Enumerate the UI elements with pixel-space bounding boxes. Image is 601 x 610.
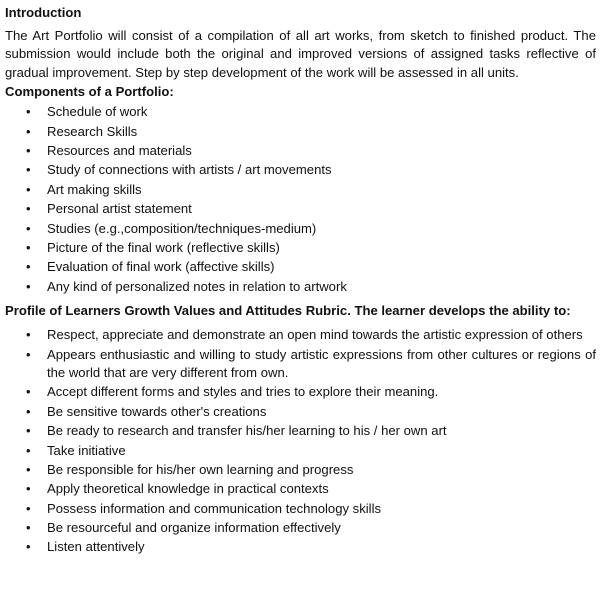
list-item-text: Any kind of personalized notes in relation to artwork — [47, 278, 347, 294]
introduction-paragraph: The Art Portfolio will consist of a compilation of all art works, from sketch to finished product. The submission would include both the original and improved versions of assigned tasks reflective of gradual improvement. Step by step development of the work will be assessed in all units. — [5, 28, 596, 80]
list-item-text: Schedule of work — [47, 104, 148, 120]
bullet-icon: • — [26, 181, 31, 197]
bullet-icon: • — [26, 278, 31, 294]
list-item-text: Possess information and communication technology skills — [47, 500, 382, 516]
list-item-text: Accept different forms and styles and tries to explore their meaning. — [47, 384, 439, 400]
bullet-icon: • — [26, 461, 31, 477]
list-item-text: Picture of the final work (reflective skills) — [47, 240, 280, 256]
list-item — [5, 442, 596, 460]
list-item — [5, 277, 596, 296]
bullet-icon: • — [26, 201, 31, 217]
bullet-icon: • — [26, 346, 31, 362]
list-item-text: Be resourceful and organize information effectively — [47, 520, 341, 536]
list-item — [5, 122, 596, 141]
list-item-text: Apply theoretical knowledge in practical contexts — [47, 481, 329, 497]
list-item-text: Studies (e.g.,composition/techniques-medium) — [47, 220, 317, 236]
list-item — [5, 403, 596, 421]
bullet-icon: • — [26, 104, 31, 120]
list-item — [5, 461, 596, 479]
bullet-icon: • — [26, 259, 31, 275]
list-item — [5, 326, 596, 344]
list-item-text: Be ready to research and transfer his/her learning to his / her own art — [47, 423, 447, 439]
list-item-text: Research Skills — [47, 123, 138, 139]
bullet-icon: • — [26, 520, 31, 536]
list-item-text: Be responsible for his/her own learning and progress — [47, 461, 354, 477]
list-item — [5, 160, 596, 179]
list-item — [5, 519, 596, 537]
bullet-icon: • — [26, 220, 31, 236]
list-item — [5, 346, 596, 383]
introduction-heading: Introduction — [5, 5, 82, 20]
list-item — [5, 500, 596, 518]
components-list — [5, 102, 596, 296]
bullet-icon: • — [26, 442, 31, 458]
list-item — [5, 383, 596, 401]
list-item-text: Study of connections with artists / art movements — [47, 162, 332, 178]
list-item — [5, 219, 596, 238]
list-item-text: Take initiative — [47, 442, 126, 458]
list-item — [5, 538, 596, 556]
list-item-text: Listen attentively — [47, 539, 145, 555]
bullet-icon: • — [26, 384, 31, 400]
bullet-icon: • — [26, 500, 31, 516]
components-heading: Components of a Portfolio: — [5, 84, 174, 100]
bullet-icon: • — [26, 240, 31, 256]
list-item — [5, 480, 596, 498]
profile-list — [5, 326, 596, 557]
bullet-icon: • — [26, 123, 31, 139]
list-item — [5, 180, 596, 199]
bullet-icon: • — [26, 539, 31, 555]
list-item — [5, 422, 596, 440]
list-item-text: Evaluation of final work (affective skills) — [47, 259, 275, 275]
bullet-icon: • — [26, 481, 31, 497]
list-item-text: Respect, appreciate and demonstrate an open mind towards the artistic expression of others — [47, 327, 583, 343]
list-item — [5, 141, 596, 160]
bullet-icon: • — [26, 423, 31, 439]
list-item — [5, 257, 596, 276]
bullet-icon: • — [26, 162, 31, 178]
bullet-icon: • — [26, 143, 31, 159]
bullet-icon: • — [26, 403, 31, 419]
list-item-text: Art making skills — [47, 181, 142, 197]
list-item-text: Personal artist statement — [47, 201, 192, 217]
list-item-text: Be sensitive towards other's creations — [47, 403, 267, 419]
bullet-icon: • — [26, 327, 31, 343]
list-item — [5, 102, 596, 121]
list-item — [5, 238, 596, 257]
document-page — [5, 4, 596, 558]
list-item — [5, 199, 596, 218]
profile-heading: Profile of Learners Growth Values and Attitudes Rubric. The learner develops the ability to: — [5, 303, 571, 319]
list-item-text: Resources and materials — [47, 143, 192, 159]
list-item-text: Appears enthusiastic and willing to study artistic expressions from other cultures or regions of the world that are very different from own. — [47, 346, 596, 380]
